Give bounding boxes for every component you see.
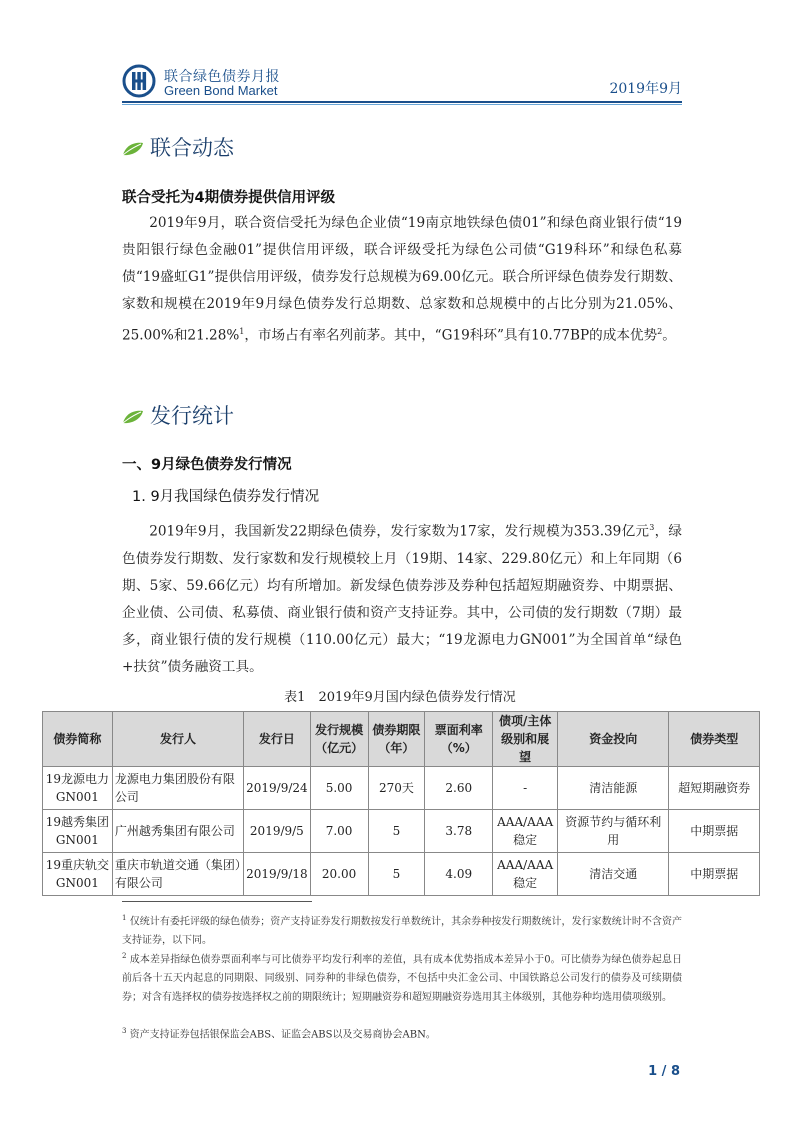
brand-name-cn: 联合绿色债券月报 xyxy=(164,69,280,85)
green-bond-issuance-table xyxy=(42,711,760,896)
table-cell: 2.60 xyxy=(425,767,493,810)
table-cell: 2019/9/24 xyxy=(244,767,311,810)
paragraph-issuance-stats: 2019年9月，我国新发22期绿色债券，发行家数为17家，发行规模为353.39亿元$^3$，绿色债券发行期数、发行家数和发行规模较上月（19期、14家、229.80亿元）和上年同期（6期、5家、59.66亿元）均有所增加。新发绿色债券涉及券种包括超短期融资券、中期票据、企业债、公司债、私募债、商业银行债和资产支持证券。其中，公司债的发行期数（7期）最多，商业银行债的发行规模（110.00亿元）最大；“19龙源电力GN001”为全国首单“绿色+扶贫”债务融资工具。 xyxy=(122,523,683,675)
footnote-1: $^1$ 仅统计有委托评级的绿色债券；资产支持证券发行期数按发行单数统计，其余券种按发行期数统计，发行家数统计时不含资产支持证券，以下同。 xyxy=(122,914,683,947)
col-header: 资金投向 xyxy=(558,712,669,767)
table-cell: 5 xyxy=(368,810,425,853)
table-cell: 中期票据 xyxy=(669,810,760,853)
col-header: 债项/主体级别和展望 xyxy=(493,712,558,767)
leaf-icon xyxy=(122,142,144,156)
col-header: 债券期限（年） xyxy=(368,712,425,767)
table-cell: 清洁交通 xyxy=(558,853,669,896)
subheading-rating-services: 联合受托为4期债券提供信用评级 xyxy=(122,190,336,206)
table-cell: 重庆市轨道交通（集团）有限公司 xyxy=(112,853,243,896)
col-header: 发行规模（亿元） xyxy=(310,712,368,767)
table-cell: AAA/AAA稳定 xyxy=(493,810,558,853)
table-cell: 2019/9/5 xyxy=(244,810,311,853)
footnote-3: $^3$ 资产支持证券包括银保监会ABS、证监会ABS以及交易商协会ABN。 xyxy=(122,1027,436,1041)
table-row xyxy=(43,810,760,853)
table-cell: 7.00 xyxy=(310,810,368,853)
table-cell: 20.00 xyxy=(310,853,368,896)
table-cell: 中期票据 xyxy=(669,853,760,896)
report-date: 2019年9月 xyxy=(609,81,682,97)
col-header: 债券类型 xyxy=(669,712,760,767)
table-cell: 19重庆轨交GN001 xyxy=(43,853,113,896)
col-header: 发行人 xyxy=(112,712,243,767)
table-row xyxy=(43,767,760,810)
table-cell: AAA/AAA稳定 xyxy=(493,853,558,896)
table-row xyxy=(43,853,760,896)
table-header-row xyxy=(43,712,760,767)
table-cell: 4.09 xyxy=(425,853,493,896)
brand-name-en: Green Bond Market xyxy=(164,83,278,98)
footnote-2: $^2$ 成本差异指绿色债券票面利率与可比债券平均发行利率的差值，具有成本优势指成本差异小于0。可比债券为绿色债券起息日前后各十五天内起息的同期限、同级别、同券种的非绿色债券，不包括中央汇金公司、中国铁路总公司发行的债券及可续期债券；对含有选择权的债券按选择权之前的期限统计；短期融资券和超短期融资券选用其主体级别，其他券种均选用债项级别。 xyxy=(122,952,682,1004)
table-cell: 清洁能源 xyxy=(558,767,669,810)
footnote-divider xyxy=(122,901,312,902)
table-cell: 资源节约与循环利用 xyxy=(558,810,669,853)
header-divider xyxy=(122,101,682,103)
table-cell: 广州越秀集团有限公司 xyxy=(112,810,243,853)
lianhe-logo-icon xyxy=(122,64,156,98)
subheading-september-issuance: 一、9月绿色债券发行情况 xyxy=(122,457,292,473)
table-cell: 超短期融资券 xyxy=(669,767,760,810)
header-divider-thin xyxy=(122,104,682,105)
header xyxy=(122,62,682,102)
section-heading-faxing-tongji: 发行统计 xyxy=(122,400,234,430)
table-cell: 5.00 xyxy=(310,767,368,810)
table-cell: 5 xyxy=(368,853,425,896)
leaf-icon xyxy=(122,410,144,424)
subheading-domestic-issuance: 1. 9月我国绿色债券发行情况 xyxy=(132,489,320,505)
table-caption: 表1 2019年9月国内绿色债券发行情况 xyxy=(284,690,516,705)
table-cell: 3.78 xyxy=(425,810,493,853)
col-header: 发行日 xyxy=(244,712,311,767)
col-header: 票面利率（%） xyxy=(425,712,493,767)
table-cell: 2019/9/18 xyxy=(244,853,311,896)
table-cell: 270天 xyxy=(368,767,425,810)
table-cell: - xyxy=(493,767,558,810)
table-cell: 19越秀集团GN001 xyxy=(43,810,113,853)
col-header: 债券简称 xyxy=(43,712,113,767)
section-heading-lianhe-dongtai: 联合动态 xyxy=(122,132,234,162)
paragraph-rating-services: 2019年9月，联合资信受托为绿色企业债“19南京地铁绿色债01”和绿色商业银行债“19贵阳银行绿色金融01”提供信用评级，联合评级受托为绿色公司债“G19科环”和绿色私募债“19盛虹G1”提供信用评级，债券发行总规模为69.00亿元。联合所评绿色债券发行期数、家数和规模在2019年9月绿色债券发行总期数、总家数和总规模中的占比分别为21.05%、25.00%和21.28%$^1$，市场占有率名列前茅。其中，“G19科环”具有10.77BP的成本优势$^2$。 xyxy=(122,215,682,344)
table-cell: 龙源电力集团股份有限公司 xyxy=(112,767,243,810)
table-cell: 19龙源电力GN001 xyxy=(43,767,113,810)
page-number: 1 / 8 xyxy=(648,1064,680,1079)
